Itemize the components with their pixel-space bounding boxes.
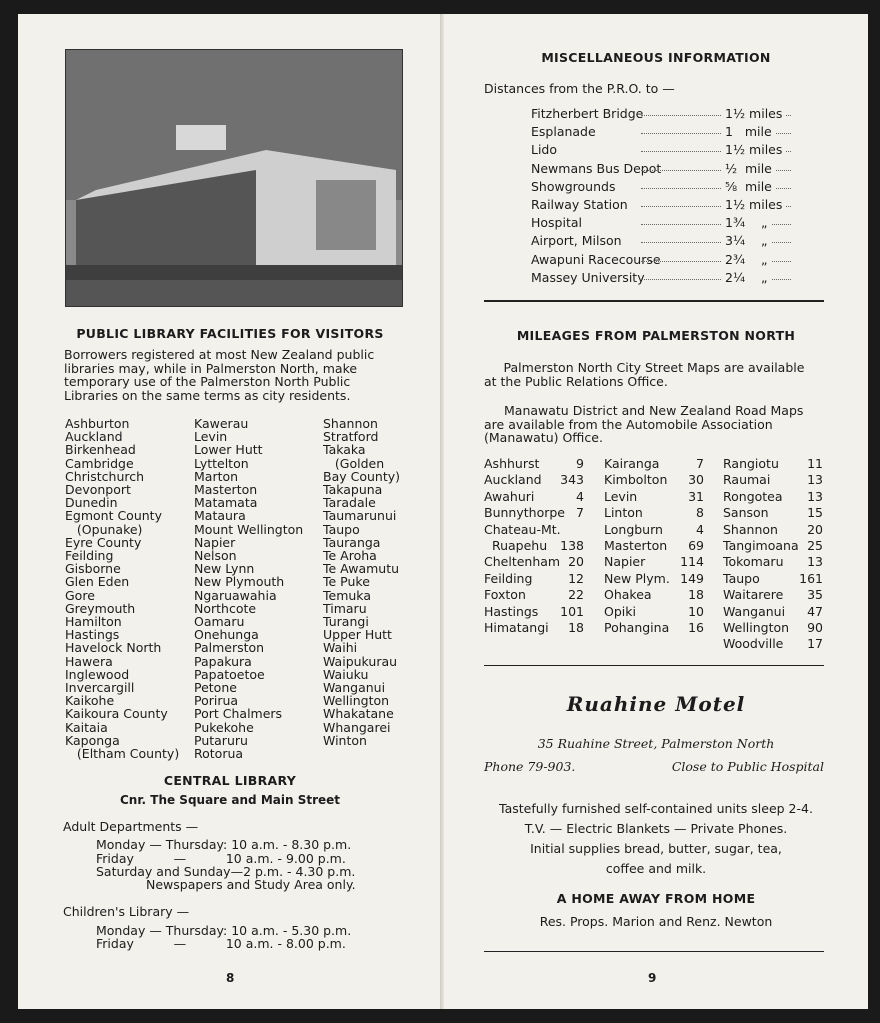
central-library-heading: CENTRAL LIBRARY <box>163 773 297 788</box>
mileage-row <box>604 522 704 538</box>
town-name: Matamata <box>194 495 258 511</box>
mileage-row <box>723 538 823 554</box>
towns-column-3 <box>323 417 400 747</box>
mileage-miles: 16 <box>688 619 704 635</box>
town-name: Whakatane <box>323 706 394 722</box>
mileage-column-2 <box>604 456 704 636</box>
town-name: Wanganui <box>323 680 386 696</box>
mileage-place: Masterton <box>604 537 668 553</box>
mileage-row <box>604 505 704 521</box>
motel-proprietors: Res. Props. Marion and Renz. Newton <box>539 914 773 929</box>
town-name: Mataura <box>194 508 246 524</box>
page-number-right: 9 <box>648 971 657 985</box>
mileage-place: Waitarere <box>723 587 784 603</box>
library-heading: PUBLIC LIBRARY FACILITIES FOR VISITORS <box>76 326 384 341</box>
town-name: Hawera <box>65 653 113 669</box>
mileage-miles: 18 <box>568 619 584 635</box>
town-name: Northcote <box>194 600 257 616</box>
mileage-place: Bunnythorpe <box>484 505 565 521</box>
section-rule <box>484 300 824 302</box>
mileage-place: Ohakea <box>604 587 652 603</box>
town-name: Levin <box>194 429 228 445</box>
mileage-place: Cheltenham <box>484 554 561 570</box>
town-name: Gisborne <box>65 561 121 577</box>
town-name: Turangi <box>323 614 369 630</box>
distance-value: 2¼ „ <box>721 270 771 285</box>
town-name: Lower Hutt <box>194 442 263 458</box>
mileage-miles: 4 <box>696 521 704 537</box>
adult-hours-3: Saturday and Sunday—2 p.m. - 4.30 p.m. <box>96 864 356 879</box>
town-name: Nelson <box>194 548 237 564</box>
mileage-miles: 31 <box>688 488 704 504</box>
town-name: Auckland <box>65 429 123 445</box>
town-name: Hastings <box>65 627 120 643</box>
mileage-miles: 13 <box>807 488 823 504</box>
mileage-place: Auckland <box>484 472 542 488</box>
town-name: Feilding <box>65 548 114 564</box>
library-photo <box>65 49 403 307</box>
mileage-miles: 10 <box>688 603 704 619</box>
mileage-place: Rongotea <box>723 488 783 504</box>
town-name: Papakura <box>194 653 252 669</box>
distance-place: Newmans Bus Depot <box>531 160 662 176</box>
town-name: Devonport <box>65 482 131 498</box>
mileage-miles: 20 <box>568 554 584 570</box>
town-name: Kaikohe <box>65 693 115 709</box>
mileage-miles: 90 <box>807 619 823 635</box>
distance-value: 2¾ „ <box>721 252 771 267</box>
mileage-row <box>723 505 823 521</box>
adult-hours-2: Friday — 10 a.m. - 9.00 p.m. <box>96 851 346 866</box>
distance-place: Esplanade <box>531 124 596 140</box>
town-name: Greymouth <box>65 600 136 616</box>
town-name: Taumarunui <box>323 508 397 524</box>
mileage-row <box>604 554 704 570</box>
town-name: Egmont County <box>65 508 162 524</box>
mileage-row <box>723 456 823 472</box>
mileage-place: Awahuri <box>484 488 535 504</box>
town-name: Petone <box>194 680 237 696</box>
distance-value: 3¼ „ <box>721 233 771 248</box>
right-page <box>444 14 868 1009</box>
town-name: New Plymouth <box>194 574 285 590</box>
mileage-row <box>484 522 584 538</box>
distance-row <box>531 124 831 142</box>
town-name: Whangarei <box>323 719 391 735</box>
town-name: Waiuku <box>323 666 369 682</box>
mileage-place: Kairanga <box>604 456 660 471</box>
children-hours-1: Monday — Thursday: 10 a.m. - 5.30 p.m. <box>96 923 352 938</box>
distance-value: 1½ miles <box>721 106 786 121</box>
section-rule <box>484 951 824 952</box>
mileage-place: Sanson <box>723 505 769 521</box>
mileage-place: New Plym. <box>604 570 670 586</box>
town-name: Ashburton <box>65 416 130 431</box>
town-name: Mount Wellington <box>194 521 304 537</box>
mileage-row <box>604 489 704 505</box>
town-name: Gore <box>65 587 95 603</box>
distance-row <box>531 233 831 251</box>
mileage-miles: 11 <box>807 456 823 471</box>
town-name: Te Awamutu <box>323 561 400 577</box>
distance-row <box>531 142 831 160</box>
town-name: Inglewood <box>65 666 130 682</box>
distance-value: ⅝ mile <box>721 179 776 194</box>
mileage-row <box>484 620 584 636</box>
town-name: Waihi <box>323 640 358 656</box>
mileage-miles: 15 <box>807 505 823 521</box>
mileage-miles: 20 <box>807 521 823 537</box>
town-name: Porirua <box>194 693 239 709</box>
distance-row <box>531 161 831 179</box>
mileage-miles: 8 <box>696 505 704 521</box>
mileage-miles: 25 <box>807 537 823 553</box>
intro-line: Libraries on the same terms as city residents. <box>64 387 351 403</box>
mileage-row <box>723 604 823 620</box>
desc-line: Initial supplies bread, butter, sugar, tea, <box>530 841 782 856</box>
mileage-row <box>484 587 584 603</box>
town-name: Taupo <box>323 521 360 537</box>
mileage-row <box>723 636 823 652</box>
children-label: Children's Library — <box>63 904 190 919</box>
mileage-place: Kimbolton <box>604 472 668 488</box>
mileage-place: Raumai <box>723 472 771 488</box>
mileage-row <box>484 456 584 472</box>
mileage-row <box>723 489 823 505</box>
library-building-image <box>66 50 403 307</box>
town-name: Shannon <box>323 416 378 431</box>
town-name: Masterton <box>194 482 258 498</box>
mileage-row <box>723 571 823 587</box>
town-name: Onehunga <box>194 627 259 643</box>
distance-value: 1¾ „ <box>721 215 771 230</box>
intro-line: libraries may, while in Palmerston North, make <box>64 360 358 376</box>
town-name: (Eltham County) <box>65 746 180 762</box>
mileage-miles: 69 <box>688 537 704 553</box>
mileage-miles: 22 <box>568 587 584 603</box>
town-name: Te Aroha <box>323 548 377 564</box>
desc-line: coffee and milk. <box>605 861 707 876</box>
town-name: Pukekohe <box>194 719 254 735</box>
desc-line: T.V. — Electric Blankets — Private Phones. <box>524 821 788 836</box>
mileage-place: Napier <box>604 554 646 570</box>
mileage-place: Linton <box>604 505 643 521</box>
mileage-miles: 161 <box>799 570 823 586</box>
town-name: Napier <box>194 534 236 550</box>
distance-place: Railway Station <box>531 197 628 212</box>
mileage-miles: 17 <box>807 636 823 652</box>
mileage-row <box>723 472 823 488</box>
mileage-row <box>723 587 823 603</box>
adult-label: Adult Departments — <box>63 819 199 834</box>
distance-place: Lido <box>531 142 558 158</box>
mileage-miles: 149 <box>680 570 704 586</box>
note-line: at the Public Relations Office. <box>484 373 668 389</box>
intro-line: Borrowers registered at most New Zealand public <box>64 347 375 362</box>
mileage-miles: 47 <box>807 603 823 619</box>
distance-value: 1 mile <box>721 124 776 139</box>
mileage-row <box>484 604 584 620</box>
children-hours-2: Friday — 10 a.m. - 8.00 p.m. <box>96 936 346 951</box>
page-number-left: 8 <box>226 971 235 985</box>
town-name: Temuka <box>323 587 371 603</box>
town-name: Christchurch <box>65 468 145 484</box>
mileage-miles: 4 <box>576 488 584 504</box>
desc-line: Tastefully furnished self-contained units sleep 2-4. <box>499 801 813 816</box>
note-line: are available from the Automobile Association <box>484 416 773 432</box>
central-library-address: Cnr. The Square and Main Street <box>119 793 341 807</box>
town-name: Birkenhead <box>65 442 136 458</box>
towns-column-2 <box>194 417 303 760</box>
town-name: Takapuna <box>323 482 383 498</box>
mileage-place: Wanganui <box>723 603 786 619</box>
mileage-place: Opiki <box>604 603 636 619</box>
mileage-place: Ruapehu <box>484 537 548 553</box>
mileage-row <box>723 554 823 570</box>
distance-place: Fitzherbert Bridge <box>531 106 644 121</box>
town-name: (Opunake) <box>65 521 143 537</box>
mileage-place: Ashhurst <box>484 456 540 471</box>
town-name: Lyttelton <box>194 455 249 471</box>
mileage-place: Rangiotu <box>723 456 779 471</box>
town-name: Waipukurau <box>323 653 398 669</box>
mileage-column-3 <box>723 456 823 653</box>
mileage-place: Hastings <box>484 603 539 619</box>
town-name: Oamaru <box>194 614 245 630</box>
town-name: Palmerston <box>194 640 265 656</box>
library-intro <box>64 348 404 402</box>
distance-row <box>531 252 831 270</box>
town-name: Taradale <box>323 495 376 511</box>
mileage-miles: 13 <box>807 472 823 488</box>
mileage-miles: 35 <box>807 587 823 603</box>
town-name: Eyre County <box>65 534 142 550</box>
mileage-miles: 101 <box>560 603 584 619</box>
town-name: Bay County) <box>323 468 401 484</box>
mileage-miles: 30 <box>688 472 704 488</box>
mileage-miles: 343 <box>560 472 584 488</box>
distance-value: 1½ miles <box>721 197 786 212</box>
adult-hours-4: Newspapers and Study Area only. <box>146 877 356 892</box>
town-name: Ngaruawahia <box>194 587 277 603</box>
town-name: Putaruru <box>194 732 248 748</box>
mileage-miles: 12 <box>568 570 584 586</box>
left-page <box>18 14 442 1009</box>
mileage-place: Levin <box>604 488 638 504</box>
mileage-column-1 <box>484 456 584 636</box>
mileage-place: Tangimoana <box>723 537 799 553</box>
distance-value: 1½ miles <box>721 142 786 157</box>
mileage-row <box>604 604 704 620</box>
town-name: Havelock North <box>65 640 162 656</box>
distance-row <box>531 179 831 197</box>
mileage-row <box>604 571 704 587</box>
distance-value: ½ mile <box>721 161 776 176</box>
town-name: Glen Eden <box>65 574 130 590</box>
distance-row <box>531 270 831 288</box>
town-name: Rotorua <box>194 746 244 762</box>
mileage-row <box>723 522 823 538</box>
town-name: Cambridge <box>65 455 134 471</box>
mileage-row <box>604 538 704 554</box>
town-name: (Golden <box>323 455 385 471</box>
town-name: Invercargill <box>65 680 135 696</box>
distance-place: Awapuni Racecourse <box>531 251 661 267</box>
mileage-place: Foxton <box>484 587 526 603</box>
mileage-place: Pohangina <box>604 619 670 635</box>
mileage-row <box>604 620 704 636</box>
town-name: Kaikoura County <box>65 706 168 722</box>
town-name: New Lynn <box>194 561 255 577</box>
town-name: Takaka <box>323 442 366 458</box>
distances-label: Distances from the P.R.O. to — <box>484 81 675 96</box>
motel-name: Ruahine Motel <box>566 692 746 716</box>
town-name: Kawerau <box>194 416 249 431</box>
town-name: Winton <box>323 732 367 748</box>
mileage-row <box>484 505 584 521</box>
distance-place: Hospital <box>531 215 583 231</box>
town-name: Stratford <box>323 429 379 445</box>
mileage-miles: 7 <box>696 456 704 471</box>
motel-location: Close to Public Hospital <box>671 759 824 774</box>
town-name: Dunedin <box>65 495 118 511</box>
distance-place: Showgrounds <box>531 178 616 194</box>
mileage-row <box>484 554 584 570</box>
distance-place: Airport, Milson <box>531 233 622 249</box>
mileage-heading: MILEAGES FROM PALMERSTON NORTH <box>516 328 796 343</box>
mileage-row <box>604 472 704 488</box>
mileage-row <box>723 620 823 636</box>
mileage-place: Woodville <box>723 636 784 652</box>
motel-tagline: A HOME AWAY FROM HOME <box>556 891 756 906</box>
motel-phone: Phone 79-903. <box>484 759 576 774</box>
town-name: Te Puke <box>323 574 370 590</box>
motel-address: 35 Ruahine Street, Palmerston North <box>537 736 775 751</box>
mileage-miles: 7 <box>576 505 584 521</box>
distance-row <box>531 197 831 215</box>
mileage-row <box>484 538 584 554</box>
note-line: Manawatu District and New Zealand Road Maps <box>504 403 804 418</box>
mileage-row <box>484 571 584 587</box>
mileage-note-2 <box>484 404 824 445</box>
town-name: Kaponga <box>65 732 120 748</box>
mileage-place: Taupo <box>723 570 760 586</box>
mileage-miles: 13 <box>807 554 823 570</box>
town-name: Port Chalmers <box>194 706 283 722</box>
towns-column-1 <box>65 417 179 760</box>
mileage-place: Wellington <box>723 619 790 635</box>
mileage-miles: 9 <box>576 456 584 471</box>
mileage-row <box>604 456 704 472</box>
mileage-miles: 18 <box>688 587 704 603</box>
distance-row <box>531 215 831 233</box>
mileage-note-1 <box>484 361 824 388</box>
mileage-place: Feilding <box>484 570 533 586</box>
misc-heading: MISCELLANEOUS INFORMATION <box>541 50 771 65</box>
mileage-miles: 114 <box>680 554 704 570</box>
mileage-place: Chateau-Mt. <box>484 521 561 537</box>
distance-row <box>531 106 831 124</box>
mileage-row <box>604 587 704 603</box>
town-name: Hamilton <box>65 614 122 630</box>
mileage-place: Longburn <box>604 521 663 537</box>
mileage-place: Shannon <box>723 521 778 537</box>
mileage-place: Himatangi <box>484 619 549 635</box>
mileage-place: Tokomaru <box>723 554 784 570</box>
mileage-row <box>484 489 584 505</box>
town-name: Timaru <box>323 600 367 616</box>
intro-line: temporary use of the Palmerston North Public <box>64 374 351 389</box>
adult-hours-1: Monday — Thursday: 10 a.m. - 8.30 p.m. <box>96 837 352 852</box>
mileage-miles: 138 <box>560 537 584 553</box>
section-rule <box>484 665 824 666</box>
town-name: Papatoetoe <box>194 666 265 682</box>
motel-description <box>444 799 868 879</box>
town-name: Wellington <box>323 693 390 709</box>
town-name: Upper Hutt <box>323 627 392 643</box>
note-line: Palmerston North City Street Maps are available <box>503 360 805 375</box>
distance-place: Massey University <box>531 269 645 285</box>
town-name: Tauranga <box>323 534 381 550</box>
note-line: (Manawatu) Office. <box>484 430 603 445</box>
mileage-row <box>484 472 584 488</box>
town-name: Marton <box>194 468 239 484</box>
town-name: Kaitaia <box>65 719 108 735</box>
